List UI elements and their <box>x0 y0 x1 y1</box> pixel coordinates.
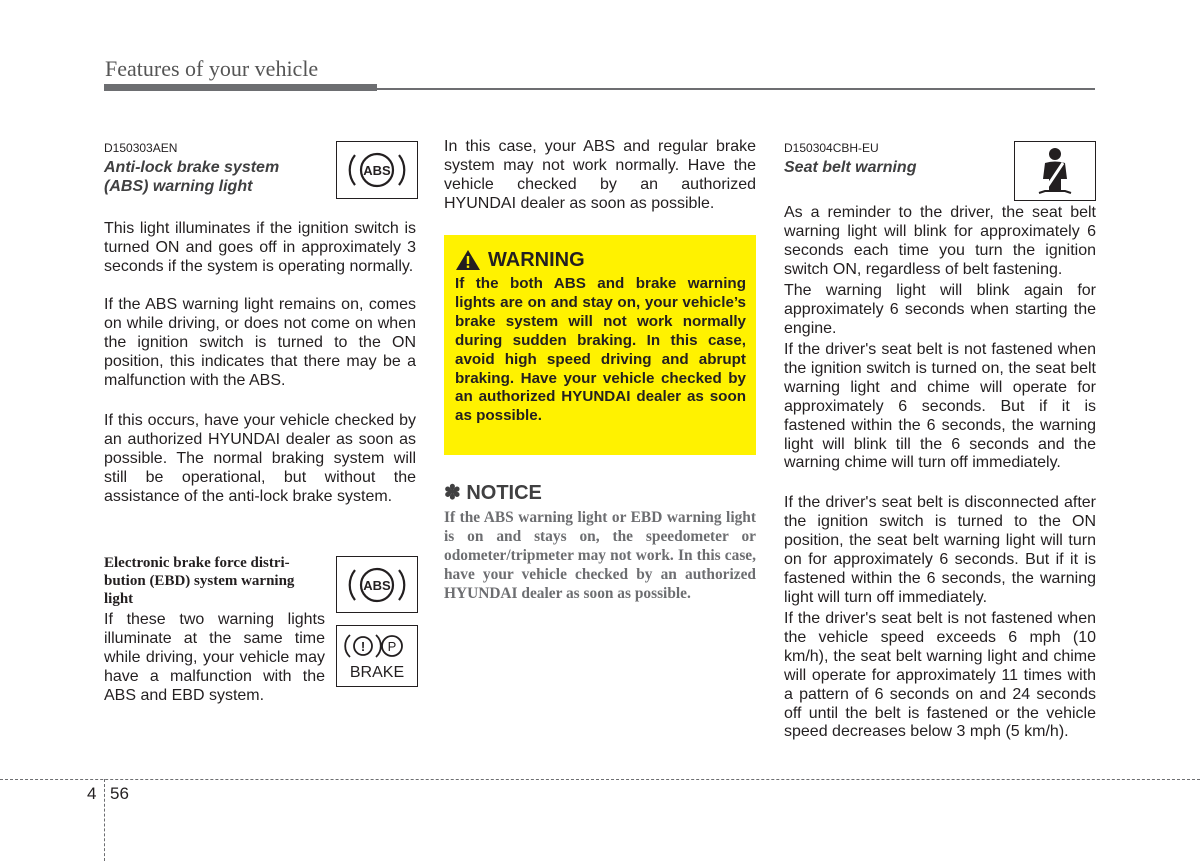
brake-icon-text: BRAKE <box>349 664 405 681</box>
warning-box <box>444 235 756 455</box>
seatbelt-paragraph-5: If the driver's seat belt is not fastened when the vehicle speed exceeds 6 mph (10 km/h), the seat belt warning light and chime will operate for approximately 11 times with a pattern of 6 seconds on and 24 seconds off until the belt is fastened or the vehicle speed decreases below 3 mph (5 km/h). <box>784 610 1096 741</box>
abs-paragraph-2: If the ABS warning light remains on, comes on while driving, or does not come on when the ignition switch is turned to the ON position, this indicates that there may be a malfunction with the ABS. <box>104 296 416 389</box>
seatbelt-paragraph-1: As a reminder to the driver, the seat belt warning light will blink for approximately 6 seconds each time you turn the ignition switch ON, regardless of belt fastening. <box>784 204 1096 278</box>
page-header-title: Features of your vehicle <box>105 56 319 81</box>
header-rule-thick <box>104 84 377 91</box>
abs-section-title-line2: (ABS) warning light <box>104 178 253 195</box>
ebd-title-line3: light <box>104 591 134 607</box>
seatbelt-paragraph-2: The warning light will blink again for approximately 6 seconds when starting the engine. <box>784 282 1096 337</box>
ebd-abs-icon-text: ABS <box>363 577 391 593</box>
abs-icon-text: ABS <box>363 163 391 178</box>
seatbelt-paragraph-3: If the driver's seat belt is not fastened when the ignition switch is turned on, the seat belt warning light and chime will operate for approximately 6 seconds. But if it is fastened within the 6 seconds, the warning light will blink till the 6 seconds and the warning chime will turn off immediately. <box>784 341 1096 472</box>
seatbelt-section-title: Seat belt warning <box>784 159 917 176</box>
abs-paragraph-3: If this occurs, have your vehicle checked by an authorized HYUNDAI dealer as soon as possible. The normal braking system will still be operational, but without the assistance of the anti-lock brake system. <box>104 412 416 505</box>
ebd-abs-warning-icon <box>336 556 418 613</box>
seatbelt-paragraph-4: If the driver's seat belt is disconnected after the ignition switch is turned to the ON position, the seat belt warning light will turn on for approximately 6 seconds. But if it is fastened within the 6 seconds, the warning light will turn off immediately. <box>784 494 1096 606</box>
ebd-title-line2: bution (EBD) system warning <box>104 573 295 589</box>
middle-paragraph: In this case, your ABS and regular brake system may not work normally. Have the vehicle checked by an authorized HYUNDAI dealer as soon as possible. <box>444 138 756 212</box>
warning-text: If the both ABS and brake warning lights are on and stay on, your vehicle’s brake system will not work normally during sudden braking. In this case, avoid high speed driving and abrupt braking. Have your vehicle checked by an authorized HYUNDAI dealer as soon as possible. <box>455 275 746 425</box>
brake-symbol-icon <box>339 628 415 684</box>
brake-excl-text: ! <box>360 639 366 654</box>
ebd-paragraph: If these two warning lights illuminate at the same time while driving, your vehicle may have a malfunction with the ABS and EBD system. <box>104 611 325 704</box>
seatbelt-warning-light-icon <box>1014 141 1096 201</box>
header-rule-thin <box>377 88 1095 90</box>
footer-dashed-line <box>0 779 1200 780</box>
ebd-title-line1: Electronic brake force distri- <box>104 555 290 571</box>
warning-heading <box>455 247 746 273</box>
page-number: 56 <box>110 784 129 803</box>
notice-heading: ✽ NOTICE <box>444 482 542 504</box>
warning-heading-text: WARNING <box>488 248 585 271</box>
seatbelt-person-icon <box>1025 145 1085 197</box>
abs-paragraph-1: This light illuminates if the ignition switch is turned ON and goes off in approximately 3 seconds if the system is operating normally. <box>104 220 416 275</box>
abs-symbol-icon-2 <box>342 561 412 609</box>
page-section-number: 4 <box>87 784 97 803</box>
warning-triangle-icon <box>455 249 481 271</box>
abs-section-title-line1: Anti-lock brake system <box>104 159 280 176</box>
abs-symbol-icon <box>342 146 412 194</box>
notice-text: If the ABS warning light or EBD warning light is on and stays on, the speedometer or odometer/tripmeter may not work. In this case, have your vehicle checked by an authorized HYUNDAI dealer as soon as possible. <box>444 509 756 602</box>
brake-warning-light-icon <box>336 625 418 687</box>
abs-warning-light-icon <box>336 141 418 199</box>
seatbelt-section-code: D150304CBH-EU <box>784 141 879 155</box>
abs-section-code: D150303AEN <box>104 141 178 155</box>
parking-p-text: P <box>387 639 397 654</box>
footer-vertical-dashed-line <box>104 779 105 861</box>
